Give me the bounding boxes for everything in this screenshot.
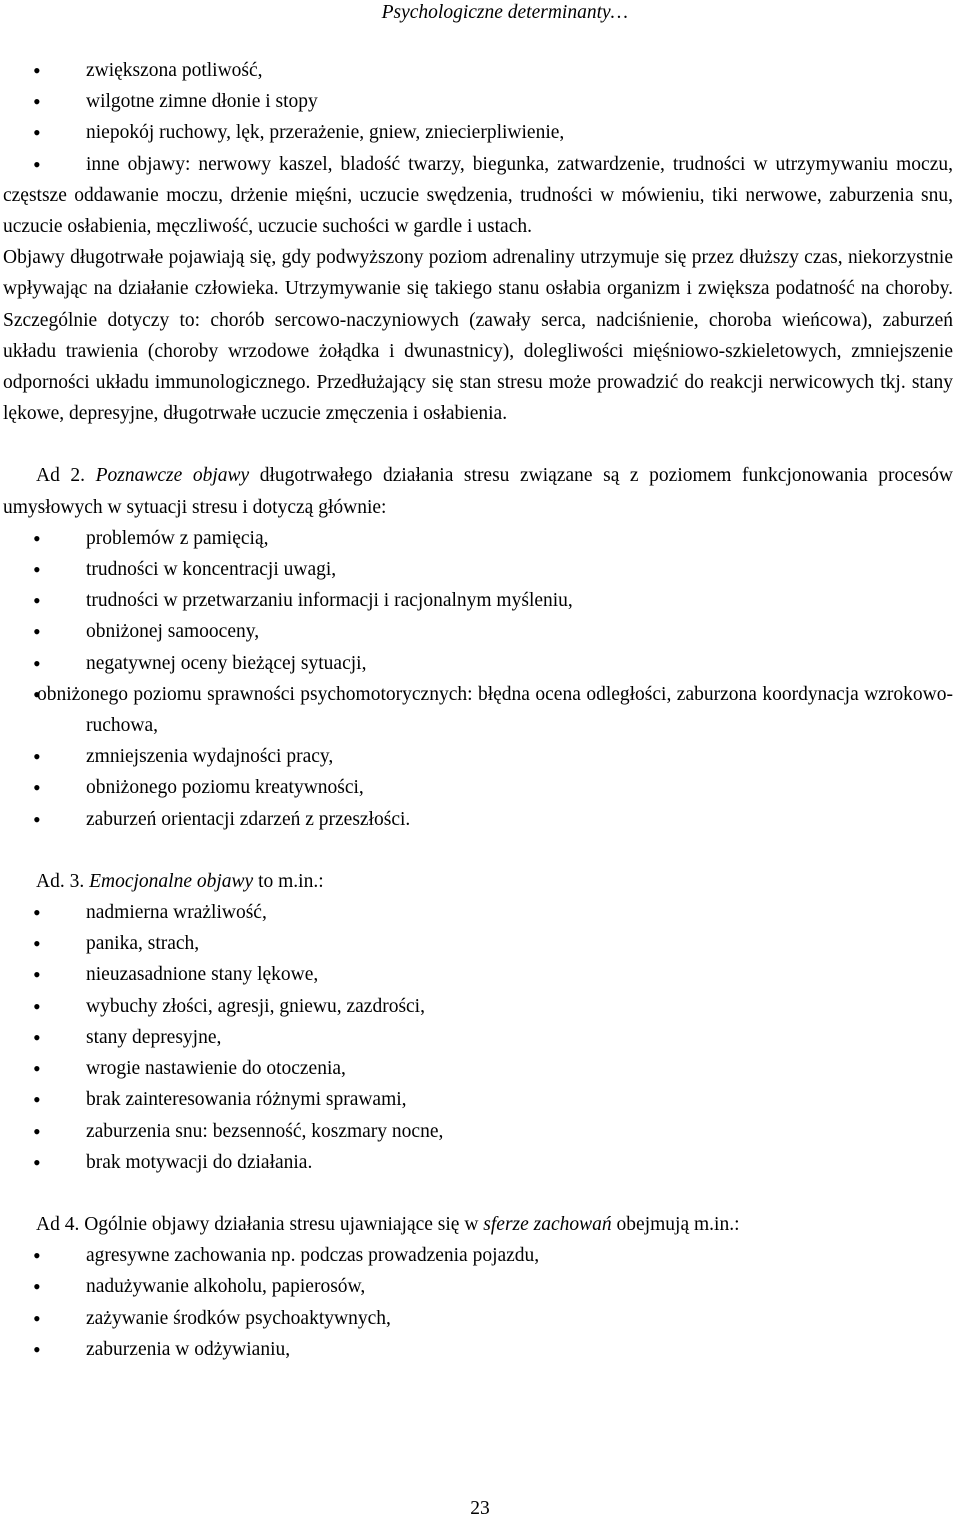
paragraph-long-term-symptoms: Objawy długotrwałe pojawiają się, gdy podwyższony poziom adrenaliny utrzymuje się przez dłuższy czas, niekorzystnie wpływając na działanie człowieka. Utrzymywanie się takiego stanu osłabia organizm i zwiększa podatność na choroby. Szczególnie dotyczy to: chorób sercowo-naczyniowych (zawały serca, nadciśnienie, choroba wieńcowa), zaburzeń układu trawienia (choroby wrzodowe żołądka i dwunastnicy), dolegliwości mięśniowo-szkieletowych, zmniejszenie odporności układu immunologicznego. Przedłużający się stan stresu może prowadzić do reakcji nerwicowych tkj. stany lękowe, depresyjne, długotrwałe uczucie zmęczenia i osłabienia.	[3, 247, 953, 425]
list-item: • wybuchy złości, agresji, gniewu, zazdrości,	[3, 991, 953, 1022]
list-item: • zmniejszenia wydajności pracy,	[3, 741, 953, 772]
section-intro-text: obejmują m.in.:	[616, 1213, 740, 1235]
section-intro-text: długotrwałego działania stresu związane są z poziomem funkcjonowania procesów umysłowych w sytuacji stresu i dotyczą głównie:	[3, 465, 953, 518]
list-item: • trudności w przetwarzaniu informacji i racjonalnym myśleniu,	[3, 585, 953, 616]
list-item: • wrogie nastawienie do otoczenia,	[3, 1053, 953, 1084]
list-item: • panika, strach,	[3, 928, 953, 959]
section-intro-text: to m.in.:	[258, 870, 324, 892]
list-item: • obniżonej samooceny,	[3, 616, 953, 647]
list-item: • zaburzenia snu: bezsenność, koszmary nocne,	[3, 1116, 953, 1147]
list-item: • agresywne zachowania np. podczas prowadzenia pojazdu,	[3, 1240, 953, 1271]
list-item: • nadmierna wrażliwość,	[3, 897, 953, 928]
list-item: • zaburzenia w odżywianiu,	[3, 1334, 953, 1365]
list-item: • wilgotne zimne dłonie i stopy	[3, 86, 953, 117]
section-label: Ad 4.	[36, 1213, 80, 1235]
list-item	[3, 149, 953, 243]
bullet-list-cognitive	[3, 523, 953, 835]
section-intro-text: Ogólnie objawy działania stresu ujawniające się w	[84, 1213, 479, 1235]
list-item: • zaburzeń orientacji zdarzeń z przeszłości.	[3, 804, 953, 835]
section-term: Poznawcze objawy	[95, 465, 250, 487]
bullet-list-physical-long	[3, 149, 953, 243]
section-term: Emocjonalne objawy	[89, 870, 254, 892]
list-item-text: inne objawy: nerwowy kaszel, bladość twarzy, biegunka, zatwardzenie, trudności w utrzymywaniu moczu, częstsze oddawanie moczu, drżenie mięśni, uczucie swędzenia, trudności w mówieniu, tiki nerwowe, zaburzenia snu, uczucie osłabienia, męczliwość, uczucie suchości w gardle i ustach.	[3, 153, 953, 238]
bullet-list-physical	[3, 55, 953, 149]
section-label: Ad 2.	[36, 465, 86, 487]
section-term: sferze zachowań	[483, 1213, 612, 1235]
list-item: • obniżonego poziomu kreatywności,	[3, 772, 953, 803]
list-item: • zażywanie środków psychoaktywnych,	[3, 1303, 953, 1334]
list-item: • negatywnej oceny bieżącej sytuacji,	[3, 648, 953, 679]
list-item: • brak zainteresowania różnymi sprawami,	[3, 1084, 953, 1115]
page-number: 23	[470, 1498, 490, 1519]
section-2-intro	[3, 460, 953, 522]
list-item: • zwiększona potliwość,	[3, 55, 953, 86]
list-item: • nadużywanie alkoholu, papierosów,	[3, 1271, 953, 1302]
list-item: • brak motywacji do działania.	[3, 1147, 953, 1178]
section-label: Ad. 3.	[36, 870, 85, 892]
bullet-list-behavioral	[3, 1240, 953, 1365]
list-item: • niepokój ruchowy, lęk, przerażenie, gniew, zniecierpliwienie,	[3, 117, 953, 148]
list-item: • trudności w koncentracji uwagi,	[3, 554, 953, 585]
list-item: • stany depresyjne,	[3, 1022, 953, 1053]
bullet-icon: •	[33, 151, 41, 177]
list-item: • nieuzasadnione stany lękowe,	[3, 959, 953, 990]
running-header: Psychologiczne determinanty…	[381, 2, 628, 23]
list-item: • obniżonego poziomu sprawności psychomotorycznych: błędna ocena odległości, zaburzona koordynacja wzrokowo-ruchowa,	[3, 679, 953, 741]
page-content	[3, 55, 953, 1365]
section-4-intro	[3, 1209, 953, 1240]
bullet-list-emotional	[3, 897, 953, 1178]
section-3-intro	[3, 866, 953, 897]
list-item: • problemów z pamięcią,	[3, 523, 953, 554]
